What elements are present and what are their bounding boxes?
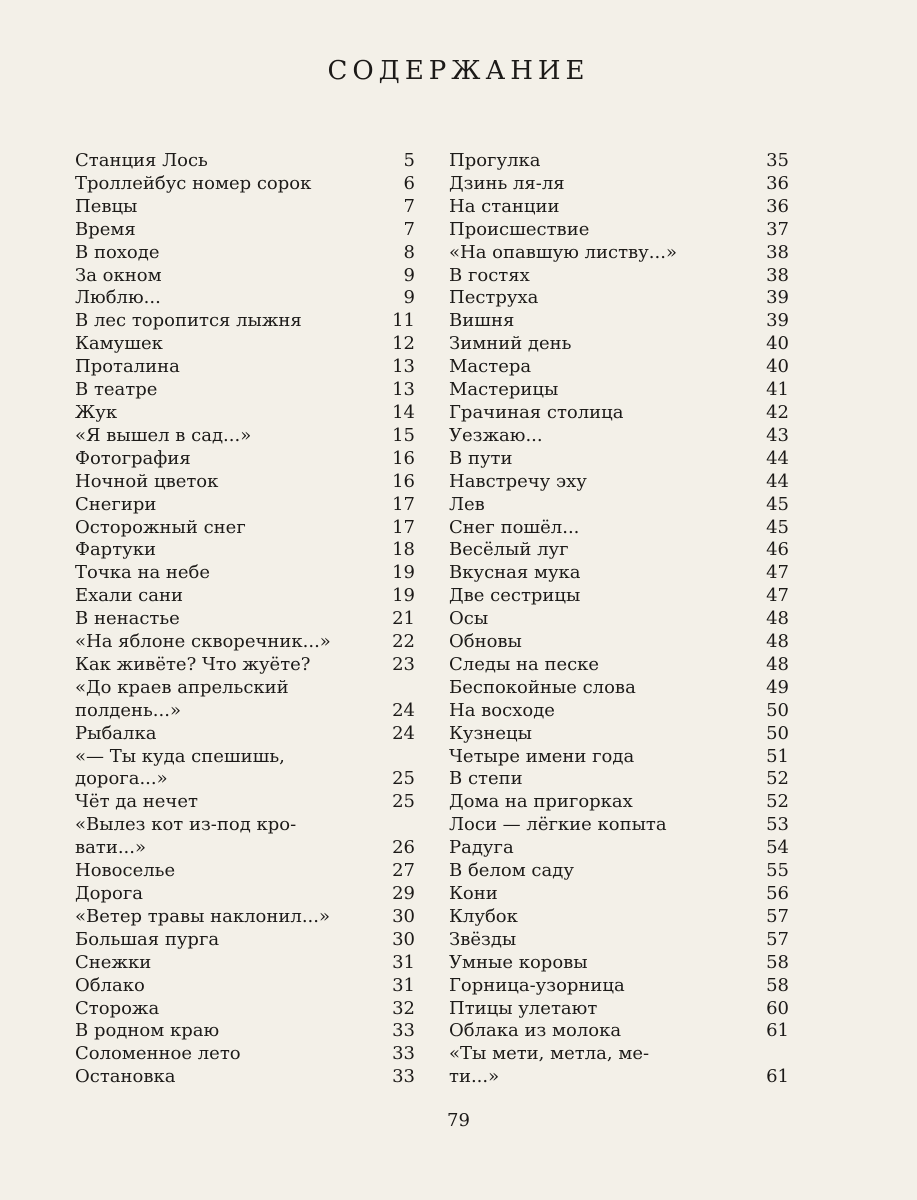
toc-entry — [449, 791, 789, 814]
toc-entry-page: 18 — [392, 539, 415, 561]
toc-entry-title: В театре — [75, 379, 158, 401]
toc-entry-title: Пеструха — [449, 287, 539, 309]
toc-entry-title: Лев — [449, 493, 485, 515]
toc-entry-page: 24 — [392, 722, 415, 744]
toc-entry-title: На восходе — [449, 699, 555, 721]
toc-entry — [75, 287, 415, 310]
toc-right-column — [449, 150, 789, 1089]
toc-entry-page: 38 — [766, 264, 789, 286]
toc-entry-title: В лес торопится лыжня — [75, 310, 302, 332]
toc-entry — [75, 494, 415, 517]
toc-entry — [449, 448, 789, 471]
toc-entry-page: 61 — [766, 1020, 789, 1042]
toc-entry-title: Дорога — [75, 883, 143, 904]
toc-entry — [449, 517, 789, 540]
toc-entry-page: 55 — [766, 860, 789, 882]
toc-entry — [449, 585, 789, 608]
toc-entry — [75, 814, 415, 860]
toc-entry-title: В ненастье — [75, 608, 180, 630]
toc-entry-title: Осторожный снег — [75, 516, 246, 538]
toc-entry-page: 19 — [392, 562, 415, 584]
toc-entry-page: 22 — [392, 631, 415, 653]
toc-entry — [449, 929, 789, 952]
toc-entry-page: 52 — [766, 768, 789, 790]
toc-entry-page: 43 — [766, 424, 789, 446]
toc-entry — [449, 768, 789, 791]
toc-entry — [75, 448, 415, 471]
toc-entry — [75, 860, 415, 883]
toc-entry-page: 39 — [766, 287, 789, 309]
toc-entry-title: Вишня — [449, 310, 515, 332]
toc-entry-title: Снег пошёл... — [449, 516, 580, 538]
toc-entry-title: Снегири — [75, 493, 157, 515]
toc-entry-page: 46 — [766, 539, 789, 561]
toc-entry — [449, 425, 789, 448]
toc-entry-title: Мастерицы — [449, 379, 559, 401]
toc-entry-title: Как живёте? Что жуёте? — [75, 653, 311, 675]
toc-entry — [75, 929, 415, 952]
toc-entry — [449, 173, 789, 196]
toc-entry — [75, 356, 415, 379]
toc-entry-title: Снежки — [75, 951, 152, 973]
toc-entry-title: «На яблоне скворечник...» — [75, 631, 331, 653]
toc-entry — [75, 723, 415, 746]
toc-entry — [75, 173, 415, 196]
toc-entry-title: Остановка — [75, 1066, 176, 1088]
toc-entry — [449, 242, 789, 265]
toc-entry-page: 5 — [403, 150, 415, 171]
toc-entry-page: 33 — [392, 1020, 415, 1042]
toc-entry-page: 7 — [403, 195, 415, 217]
toc-entry-page: 37 — [766, 218, 789, 240]
toc-entry — [75, 379, 415, 402]
toc-entry-title: Грачиная столица — [449, 401, 624, 423]
toc-entry-page: 45 — [766, 493, 789, 515]
toc-entry-title: «На опавшую листву...» — [449, 241, 677, 263]
toc-entry — [75, 1066, 415, 1089]
toc-entry-title: За окном — [75, 264, 162, 286]
toc-entry-title: Происшествие — [449, 218, 590, 240]
toc-entry-title: Весёлый луг — [449, 539, 569, 561]
toc-entry-page: 52 — [766, 791, 789, 813]
toc-entry-page: 13 — [392, 356, 415, 378]
toc-entry-page: 48 — [766, 631, 789, 653]
toc-entry-page: 56 — [766, 883, 789, 904]
toc-entry-page: 24 — [392, 699, 415, 721]
toc-entry-page: 44 — [766, 470, 789, 492]
toc-entry — [449, 196, 789, 219]
toc-entry-page: 13 — [392, 379, 415, 401]
toc-entry — [75, 402, 415, 425]
toc-entry-title: Осы — [449, 608, 489, 630]
page-number: 79 — [447, 1110, 470, 1131]
toc-entry — [449, 310, 789, 333]
toc-entry-page: 40 — [766, 333, 789, 355]
toc-entry — [449, 265, 789, 288]
toc-entry — [75, 631, 415, 654]
toc-entry-page: 15 — [392, 424, 415, 446]
toc-entry-page: 40 — [766, 356, 789, 378]
toc-entry-title: В белом саду — [449, 860, 574, 882]
toc-entry-page: 47 — [766, 562, 789, 584]
toc-entry-title: В походе — [75, 241, 160, 263]
toc-entry-page: 44 — [766, 447, 789, 469]
toc-entry-page: 54 — [766, 837, 789, 859]
toc-entry-title: Две сестрицы — [449, 585, 581, 607]
toc-entry-page: 27 — [392, 860, 415, 882]
toc-entry — [75, 333, 415, 356]
toc-entry — [449, 539, 789, 562]
toc-entry-page: 36 — [766, 172, 789, 194]
toc-entry — [449, 860, 789, 883]
toc-entry — [449, 837, 789, 860]
toc-entry-title: Беспокойные слова — [449, 676, 636, 698]
toc-entry-page: 48 — [766, 608, 789, 630]
toc-entry — [75, 906, 415, 929]
toc-entry — [449, 975, 789, 998]
toc-entry-page: 16 — [392, 470, 415, 492]
toc-entry — [449, 402, 789, 425]
toc-entry-title: В пути — [449, 447, 513, 469]
toc-entry-title: Мастера — [449, 356, 532, 378]
toc-entry-title: Рыбалка — [75, 722, 157, 744]
toc-entry-page: 32 — [392, 997, 415, 1019]
toc-entry — [75, 952, 415, 975]
toc-entry — [75, 608, 415, 631]
toc-entry-title: Клубок — [449, 905, 518, 927]
toc-entry-title: Зимний день — [449, 333, 572, 355]
toc-entry-page: 11 — [392, 310, 415, 332]
toc-entry-page: 17 — [392, 516, 415, 538]
toc-entry-title: Следы на песке — [449, 653, 600, 675]
toc-entry-title: Люблю... — [75, 287, 161, 309]
toc-entry-title: Навстречу эху — [449, 470, 587, 492]
toc-entry — [75, 883, 415, 906]
toc-entry-title: Жук — [75, 401, 118, 423]
toc-entry — [75, 1043, 415, 1066]
toc-entry-title: «Ты мети, метла, ме- ти...» — [449, 1043, 650, 1088]
toc-entry-page: 53 — [766, 814, 789, 836]
toc-entry-page: 23 — [392, 653, 415, 675]
toc-entry-title: Горница-узорница — [449, 974, 625, 996]
toc-entry — [75, 196, 415, 219]
toc-entry — [449, 471, 789, 494]
toc-entry-page: 42 — [766, 401, 789, 423]
toc-entry-title: Звёзды — [449, 928, 517, 950]
toc-entry-page: 19 — [392, 585, 415, 607]
toc-entry-title: Дзинь ля-ля — [449, 172, 565, 194]
toc-entry — [449, 356, 789, 379]
toc-entry-title: Фотография — [75, 447, 191, 469]
toc-entry-page: 17 — [392, 493, 415, 515]
toc-entry — [75, 517, 415, 540]
toc-entry-title: Чёт да нечет — [75, 791, 198, 813]
toc-entry-title: Уезжаю... — [449, 424, 543, 446]
toc-entry-page: 39 — [766, 310, 789, 332]
toc-entry-title: Умные коровы — [449, 951, 588, 973]
toc-entry-page: 47 — [766, 585, 789, 607]
toc-entry — [449, 998, 789, 1021]
toc-entry-page: 51 — [766, 745, 789, 767]
toc-entry-title: Кузнецы — [449, 722, 532, 744]
toc-left-column — [75, 150, 415, 1089]
toc-entry-page: 12 — [392, 333, 415, 355]
toc-entry-title: Облака из молока — [449, 1020, 622, 1042]
toc-entry — [75, 585, 415, 608]
toc-entry-page: 57 — [766, 905, 789, 927]
toc-entry-title: «Я вышел в сад...» — [75, 424, 252, 446]
toc-entry-page: 16 — [392, 447, 415, 469]
toc-entry — [75, 654, 415, 677]
toc-entry-page: 36 — [766, 195, 789, 217]
toc-entry-page: 49 — [766, 676, 789, 698]
toc-entry-title: Новоселье — [75, 860, 176, 882]
toc-entry-title: Птицы улетают — [449, 997, 598, 1019]
toc-entry-title: «Ветер травы наклонил...» — [75, 905, 330, 927]
toc-entry-page: 9 — [403, 264, 415, 286]
toc-entry-page: 9 — [403, 287, 415, 309]
toc-entry-page: 45 — [766, 516, 789, 538]
toc-entry — [75, 998, 415, 1021]
toc-entry-page: 48 — [766, 653, 789, 675]
toc-entry — [449, 746, 789, 769]
toc-entry — [75, 562, 415, 585]
toc-entry — [75, 1020, 415, 1043]
toc-entry-title: «До краев апрельский полдень...» — [75, 676, 289, 721]
toc-entry — [449, 677, 789, 700]
page-title: СОДЕРЖАНИЕ — [327, 56, 590, 86]
toc-entry — [449, 952, 789, 975]
toc-entry-page: 60 — [766, 997, 789, 1019]
toc-entry-page: 29 — [392, 883, 415, 904]
toc-entry-title: Кони — [449, 883, 498, 904]
toc-entry-page: 6 — [403, 172, 415, 194]
toc-entry — [75, 677, 415, 723]
toc-entry-title: Проталина — [75, 356, 180, 378]
toc-entry-page: 57 — [766, 928, 789, 950]
toc-entry — [449, 379, 789, 402]
toc-entry-title: Станция Лось — [75, 150, 208, 171]
toc-entry-title: Ночной цветок — [75, 470, 219, 492]
toc-entry-page: 30 — [392, 928, 415, 950]
toc-entry — [75, 150, 415, 173]
toc-entry-title: Лоси — лёгкие копыта — [449, 814, 667, 836]
toc-entry-title: Время — [75, 218, 136, 240]
toc-entry-page: 61 — [766, 1066, 789, 1088]
toc-entry — [75, 310, 415, 333]
toc-entry — [75, 975, 415, 998]
toc-entry-page: 41 — [766, 379, 789, 401]
toc-entry-page: 50 — [766, 699, 789, 721]
toc-entry — [449, 814, 789, 837]
toc-entry — [75, 242, 415, 265]
toc-entry — [449, 333, 789, 356]
toc-entry-page: 35 — [766, 150, 789, 171]
toc-entry-title: Троллейбус номер сорок — [75, 172, 312, 194]
toc-entry-title: Сторожа — [75, 997, 160, 1019]
toc-entry — [75, 219, 415, 242]
toc-entry — [75, 265, 415, 288]
toc-entry — [75, 539, 415, 562]
toc-entry-title: «— Ты куда спешишь, дорога...» — [75, 745, 285, 790]
toc-entry-page: 50 — [766, 722, 789, 744]
toc-entry-title: «Вылез кот из-под кро- вати...» — [75, 814, 297, 859]
toc-entry — [449, 494, 789, 517]
toc-entry-title: Певцы — [75, 195, 138, 217]
toc-entry-title: Четыре имени года — [449, 745, 635, 767]
toc-entry-page: 21 — [392, 608, 415, 630]
toc-entry — [449, 1043, 789, 1089]
toc-entry-title: В родном краю — [75, 1020, 220, 1042]
toc-entry — [449, 700, 789, 723]
toc-entry-title: Радуга — [449, 837, 514, 859]
toc-entry-title: Прогулка — [449, 150, 541, 171]
toc-entry-page: 8 — [403, 241, 415, 263]
toc-entry-title: Камушек — [75, 333, 163, 355]
toc-entry — [75, 425, 415, 448]
toc-entry-title: Обновы — [449, 631, 522, 653]
toc-entry-page: 30 — [392, 905, 415, 927]
toc-entry-page: 31 — [392, 951, 415, 973]
toc-entry-page: 33 — [392, 1066, 415, 1088]
toc-entry — [75, 791, 415, 814]
toc-entry-page: 25 — [392, 768, 415, 790]
toc-entry-title: Фартуки — [75, 539, 156, 561]
toc-entry-page: 31 — [392, 974, 415, 996]
toc-entry-title: Дома на пригорках — [449, 791, 633, 813]
toc-entry — [449, 150, 789, 173]
toc-entry — [449, 608, 789, 631]
toc-entry-page: 14 — [392, 401, 415, 423]
toc-entry — [449, 906, 789, 929]
toc-entry — [75, 746, 415, 792]
toc-entry — [449, 219, 789, 242]
toc-entry-page: 25 — [392, 791, 415, 813]
toc-entry-title: Вкусная мука — [449, 562, 581, 584]
toc-entry-page: 26 — [392, 837, 415, 859]
toc-entry-title: Соломенное лето — [75, 1043, 241, 1065]
toc-entry — [449, 562, 789, 585]
toc-entry-page: 33 — [392, 1043, 415, 1065]
toc-entry-page: 7 — [403, 218, 415, 240]
toc-entry-title: На станции — [449, 195, 560, 217]
toc-entry — [449, 654, 789, 677]
toc-entry-title: Точка на небе — [75, 562, 211, 584]
toc-entry-page: 58 — [766, 974, 789, 996]
toc-entry-title: В гостях — [449, 264, 530, 286]
toc-entry-title: Ехали сани — [75, 585, 183, 607]
toc-entry — [449, 723, 789, 746]
toc-entry — [449, 883, 789, 906]
toc-entry-title: Облако — [75, 974, 145, 996]
toc-entry-title: В степи — [449, 768, 523, 790]
toc-entry-title: Большая пурга — [75, 928, 220, 950]
toc-entry — [449, 287, 789, 310]
toc-entry-page: 38 — [766, 241, 789, 263]
toc-entry — [75, 471, 415, 494]
toc-entry-page: 58 — [766, 951, 789, 973]
toc-entry — [449, 1020, 789, 1043]
toc-entry — [449, 631, 789, 654]
